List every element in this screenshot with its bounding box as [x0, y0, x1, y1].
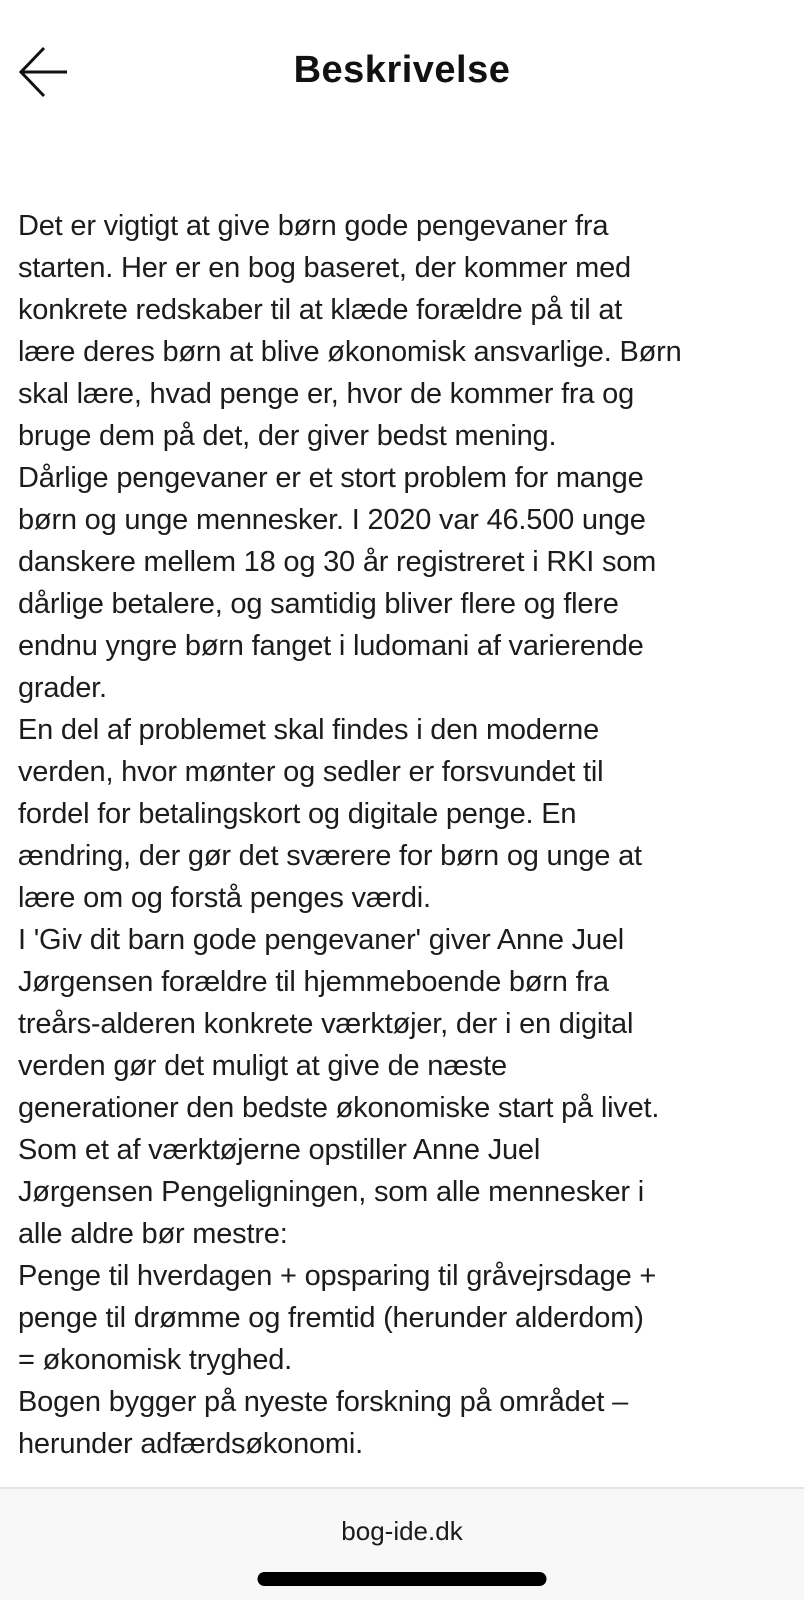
text-line: Som et af værktøjerne opstiller Anne Juel: [18, 1134, 541, 1166]
text-line: Dårlige pengevaner er et stort problem for mange: [18, 462, 644, 494]
text-line: børn og unge mennesker. I 2020 var 46.500 unge: [18, 504, 646, 536]
text-line: ændring, der gør det sværere for børn og unge at: [18, 840, 642, 872]
text-line: lære deres børn at blive økonomisk ansvarlige. Børn: [18, 336, 682, 368]
text-line: fordel for betalingskort og digitale penge. En: [18, 798, 577, 830]
header: [0, 0, 804, 142]
text-line: verden gør det muligt at give de næste: [18, 1050, 507, 1082]
text-line: bruge dem på det, der giver bedst mening.: [18, 420, 557, 452]
text-line: skal lære, hvad penge er, hvor de kommer fra og: [18, 378, 635, 410]
text-line: konkrete redskaber til at klæde forældre på til at: [18, 294, 623, 326]
text-line: dårlige betalere, og samtidig bliver flere og flere: [18, 588, 619, 620]
description-text: [18, 205, 786, 1465]
text-line: danskere mellem 18 og 30 år registreret i RKI som: [18, 546, 657, 578]
description-scroll[interactable]: [18, 205, 786, 1475]
text-line: endnu yngre børn fanget i ludomani af varierende: [18, 630, 644, 662]
page-title: Beskrivelse: [293, 49, 511, 91]
text-line: Det er vigtigt at give børn gode pengevaner fra: [18, 210, 609, 242]
text-line: En del af problemet skal findes i den moderne: [18, 714, 600, 746]
text-line: alle aldre bør mestre:: [18, 1218, 288, 1250]
text-line: grader.: [18, 672, 107, 704]
text-line: = økonomisk tryghed.: [18, 1344, 293, 1376]
home-indicator-bar[interactable]: [258, 1572, 547, 1586]
text-line: Penge til hverdagen + opsparing til gråvejrsdage +: [18, 1260, 657, 1292]
text-line: Bogen bygger på nyeste forskning på området –: [18, 1386, 629, 1418]
text-line: Jørgensen forældre til hjemmeboende børn fra: [18, 966, 609, 998]
text-line: generationer den bedste økonomiske start på livet.: [18, 1092, 660, 1124]
text-line: starten. Her er en bog baseret, der kommer med: [18, 252, 631, 284]
text-line: lære om og forstå penges værdi.: [18, 882, 431, 914]
url-domain-label: bog-ide.dk: [341, 1516, 463, 1546]
text-line: treårs-alderen konkrete værktøjer, der i en digital: [18, 1008, 634, 1040]
text-line: Jørgensen Pengeligningen, som alle mennesker i: [18, 1176, 644, 1208]
text-line: herunder adfærdsøkonomi.: [18, 1428, 363, 1460]
text-line: penge til drømme og fremtid (herunder alderdom): [18, 1302, 644, 1334]
text-line: I 'Giv dit barn gode pengevaner' giver Anne Juel: [18, 924, 625, 956]
text-line: verden, hvor mønter og sedler er forsvundet til: [18, 756, 604, 788]
